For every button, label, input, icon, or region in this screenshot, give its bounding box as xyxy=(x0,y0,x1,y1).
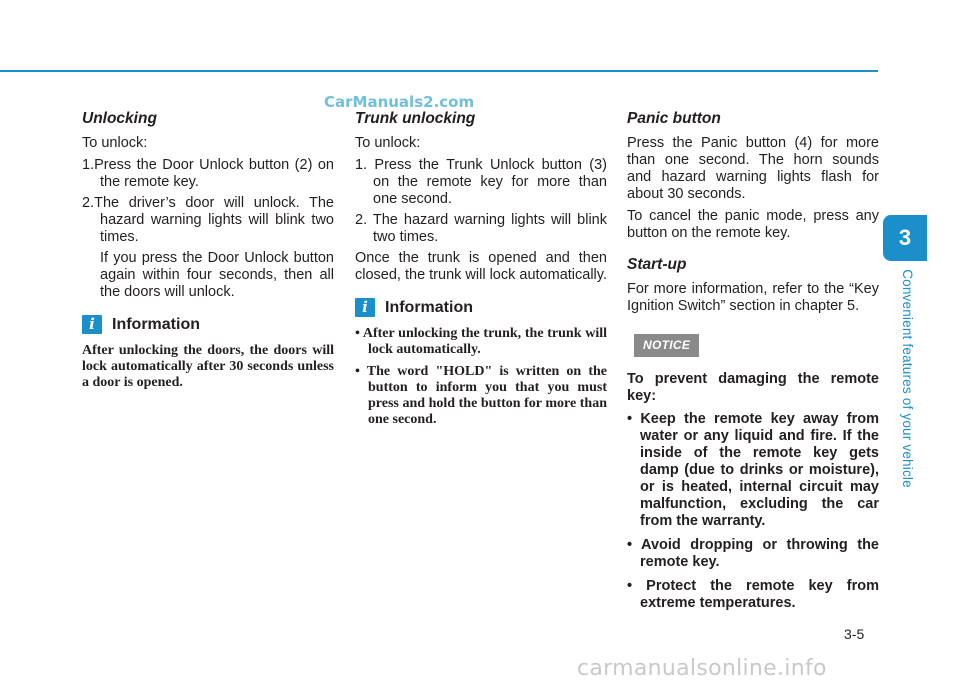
column-trunk-unlocking xyxy=(355,110,607,434)
notice-badge: NOTICE xyxy=(634,334,699,357)
notice-heading: To prevent damaging the remote key: xyxy=(627,371,879,404)
notice-bullet: • Keep the remote key away from water or any liquid and fire. If the inside of the remote key gets damp (due to drinks or moisture), or is heated, internal circuit may malfunction, excluding the car from the warranty. xyxy=(627,411,879,529)
info-header xyxy=(355,298,607,317)
heading-panic-button: Panic button xyxy=(627,110,721,127)
header-rule xyxy=(0,70,878,72)
heading-unlocking: Unlocking xyxy=(82,110,157,127)
unlock-step-2: 2.The driver’s door will unlock. The hazard warning lights will blink two times. xyxy=(82,195,334,245)
trunk-paragraph: Once the trunk is opened and then closed, the trunk will lock automatically. xyxy=(355,250,607,283)
heading-trunk-unlocking: Trunk unlocking xyxy=(355,110,476,127)
info-text: After unlocking the doors, the doors will lock automatically after 30 seconds unless a door is opened. xyxy=(82,343,334,390)
trunk-step-1: 1. Press the Trunk Unlock button (3) on the remote key for more than one second. xyxy=(355,157,607,207)
unlock-intro: To unlock: xyxy=(82,135,148,151)
info-bullet: • The word "HOLD" is written on the button to inform you that you must press and hold the button for more than one second. xyxy=(355,364,607,427)
trunk-intro: To unlock: xyxy=(355,135,421,151)
startup-paragraph: For more information, refer to the “Key Ignition Switch” section in chapter 5. xyxy=(627,281,879,314)
notice-bullet: • Protect the remote key from extreme temperatures. xyxy=(627,578,879,611)
watermark-top: CarManuals2.com xyxy=(324,93,475,111)
unlock-step-2-note: If you press the Door Unlock button again within four seconds, then all the doors will unlock. xyxy=(100,250,334,300)
column-panic-startup xyxy=(627,110,879,619)
info-title: Information xyxy=(385,299,473,316)
trunk-step-2: 2. The hazard warning lights will blink two times. xyxy=(355,212,607,245)
panic-paragraph-2: To cancel the panic mode, press any button on the remote key. xyxy=(627,208,879,241)
info-header xyxy=(82,315,334,334)
page-number: 3-5 xyxy=(844,626,865,642)
notice-bullet: • Avoid dropping or throwing the remote key. xyxy=(627,537,879,570)
heading-start-up: Start-up xyxy=(627,256,687,273)
watermark-bottom: carmanualsonline.info xyxy=(577,656,827,681)
chapter-tab: 3 xyxy=(883,215,927,261)
chapter-title-text: Convenient features of your vehicle xyxy=(899,268,915,488)
info-icon: i xyxy=(82,315,102,334)
info-icon: i xyxy=(355,298,375,317)
info-title: Information xyxy=(112,316,200,333)
column-unlocking xyxy=(82,110,334,391)
info-bullet: • After unlocking the trunk, the trunk will lock automatically. xyxy=(355,326,607,357)
unlock-step-1: 1.Press the Door Unlock button (2) on the remote key. xyxy=(82,157,334,190)
chapter-title xyxy=(893,264,921,492)
panic-paragraph-1: Press the Panic button (4) for more than one second. The horn sounds and hazard warning lights flash for about 30 seconds. xyxy=(627,135,879,202)
